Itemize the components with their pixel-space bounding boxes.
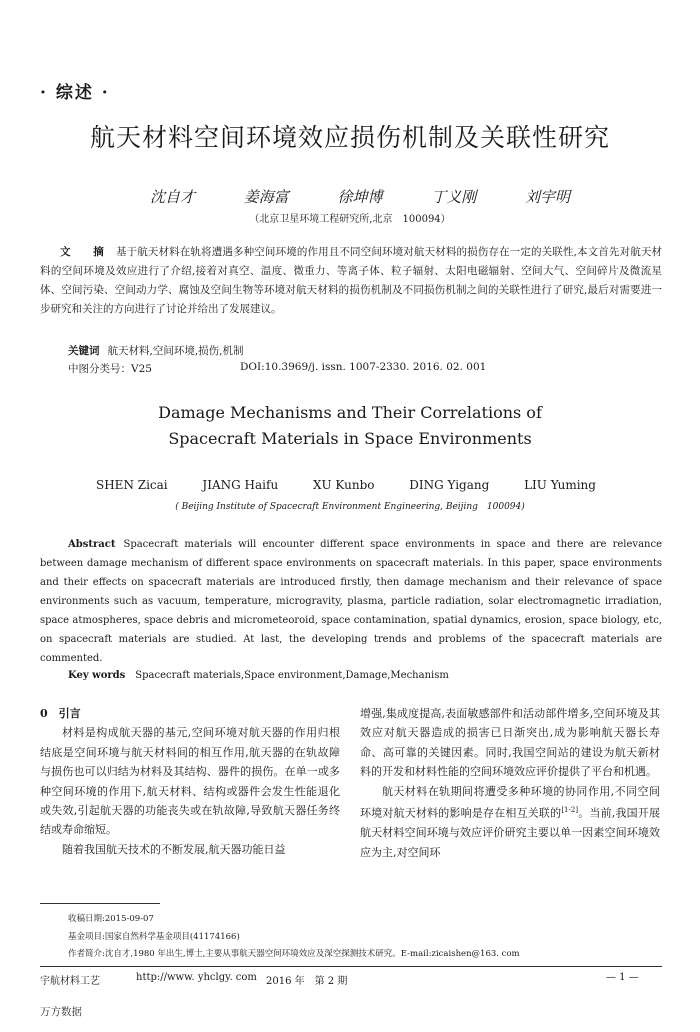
en-abstract-label: Abstract [68, 539, 116, 550]
body-left-column [40, 704, 340, 859]
body-paragraph: 材料是构成航天器的基元,空间环境对航天器的作用归根结底是空间环境与航天材料间的相互作用,航天器的在轨故障与损伤也可以归结为材料及其结构、器件的损伤。在单一或多种空间环境的作用下,航天材料、结构或器件会发生性能退化或失效,引起航天器的功能丧失或在轨故障,导致航天器任务终结或寿命缩短。 [40, 726, 340, 837]
en-abstract [40, 535, 662, 668]
cn-author: 徐坤博 [337, 188, 383, 206]
body-paragraph [360, 782, 660, 862]
cn-keywords [68, 343, 244, 358]
footnote-received: 收稿日期:2015-09-07 [68, 914, 154, 924]
page-number: — 1 — [606, 972, 639, 983]
footnote-author: 作者简介:沈自才,1980 年出生,博士,主要从事航天器空间环境效应及深空探测技术研究。E-mail:zicaishen@163. com [68, 949, 520, 959]
cn-class-number: 中图分类号：V25 [68, 363, 152, 375]
doi: DOI:10.3969/j. issn. 1007-2330. 2016. 02. 001 [240, 361, 487, 373]
section-heading: 0 引言 [40, 707, 81, 720]
cn-keywords-text: 航天材料,空间环境,损伤,机制 [107, 345, 244, 357]
en-author: DING Yigang [409, 478, 490, 492]
en-author: SHEN Zicai [96, 478, 168, 492]
body-text: 。当前,我国开展航天材料空间环境与效应评价研究主要以单一因素空间环境效应为主,对空间环 [360, 806, 661, 859]
body-paragraph: 增强,集成度提高,表面敏感部件和活动部件增多,空间环境及其效应对航天器造成的损害已日渐突出,成为影响航天器长寿命、高可靠的关键因素。同时,我国空间站的建设为航天新材料的开发和材料性能的空间环境效应评价提供了平台和机遇。 [360, 707, 660, 779]
cn-abstract-label: 文 摘 [60, 246, 110, 258]
en-title-line: Spacecraft Materials in Space Environments [168, 429, 532, 448]
cn-keywords-label: 关键词 [68, 345, 100, 357]
footnote-divider [40, 903, 160, 904]
en-author: LIU Yuming [524, 478, 596, 492]
en-affiliation: ( Beijing Institute of Spacecraft Environment Engineering, Beijing 100094) [175, 502, 525, 512]
en-keywords [68, 670, 449, 681]
en-keywords-text: Spacecraft materials,Space environment,Damage,Mechanism [135, 670, 449, 681]
body-right-column [360, 704, 660, 862]
footnote-fund: 基金项目:国家自然科学基金项目(41174166) [68, 932, 240, 942]
cn-author: 沈自才 [150, 188, 196, 206]
citation-ref[interactable]: [1-2] [561, 806, 579, 815]
watermark: 万方数据 [40, 1006, 82, 1018]
section-tag: · 综述 · [40, 83, 110, 103]
en-author: JIANG Haifu [202, 478, 279, 492]
cn-author: 姜海富 [243, 188, 289, 206]
footer-url[interactable]: http://www. yhclgy. com [136, 972, 257, 983]
body-text: 航天材料在轨期间将遭受多种环境的协同作用,不同空间环境对航天材料的影响是存在相互关联的 [360, 784, 660, 820]
footer-issue: 2016 年 第 2 期 [266, 976, 348, 987]
en-title-line: Damage Mechanisms and Their Correlations of [158, 403, 542, 422]
en-abstract-text: Spacecraft materials will encounter different space environments in space and there are relevance between damage mechanism of different space environments on spacecraft materials. In this paper, space environments and their effects on spacecraft materials are introduced firstly, then damage mechanism and their relevance of space environments such as vacuum, temperature, microgravity, plasma, particle radiation, solar electromagnetic irradiation, space atmospheres, space debris and micrometeoroid, space contamination, spatial dynamics, erosion, space biology, etc, on spacecraft materials are studied. At last, the developing trends and problems of the spacecraft materials are commented. [40, 539, 662, 664]
cn-authors [150, 186, 570, 207]
en-title [0, 400, 700, 452]
cn-author: 刘宇明 [524, 188, 570, 206]
en-keywords-label: Key words [68, 670, 126, 681]
body-paragraph: 随着我国航天技术的不断发展,航天器功能日益 [62, 842, 286, 856]
cn-author: 丁义刚 [431, 188, 477, 206]
cn-abstract-text: 基于航天材料在轨将遭遇多种空间环境的作用且不同空间环境对航天材料的损伤存在一定的关联性,本文首先对航天材料的空间环境及效应进行了介绍,接着对真空、温度、微重力、等离子体、粒子辐射、太阳电磁辐射、空间大气、空间碎片及微流星体、空间污染、空间动力学、腐蚀及空间生物等环境对航天材料的损伤机制及不同损伤机制之间的关联性进行了研究,最后对需要进一步研究和关注的方向进行了讨论并给出了发展建议。 [40, 246, 663, 315]
cn-abstract [40, 243, 662, 319]
footer-journal: 宇航材料工艺 [40, 976, 100, 987]
en-author: XU Kunbo [312, 478, 375, 492]
cn-title: 航天材料空间环境效应损伤机制及关联性研究 [89, 123, 610, 152]
footer-divider [40, 966, 662, 967]
cn-affiliation: （北京卫星环境工程研究所,北京 100094） [249, 214, 451, 225]
en-authors [96, 478, 596, 492]
